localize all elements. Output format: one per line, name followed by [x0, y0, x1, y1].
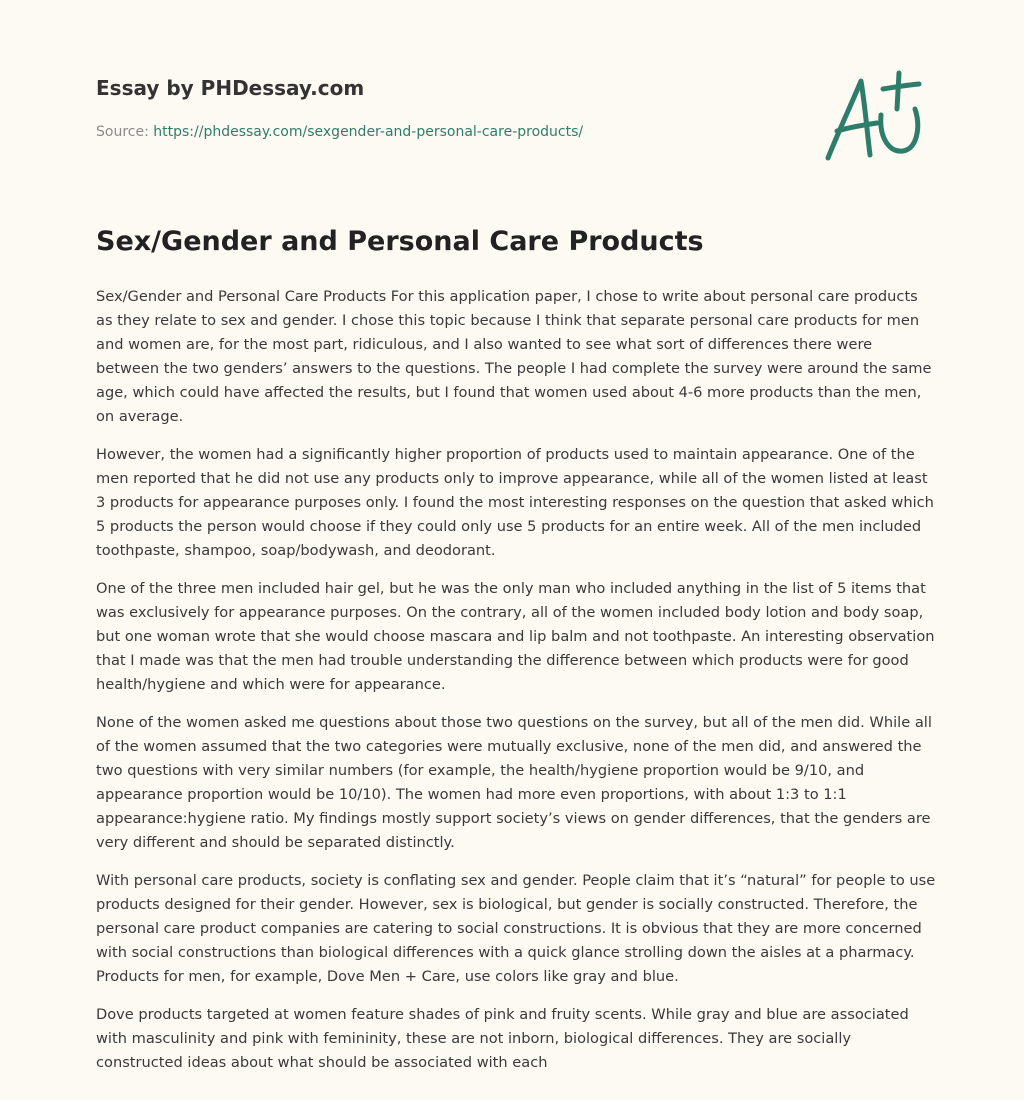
paragraph-1: Sex/Gender and Personal Care Products For this application paper, I chose to write about personal care products as they relate to sex and gender. I chose this topic because I think that separate personal care products for men and women are, for the most part, ridiculous, and I also wanted to see what sort of differences there were between the two genders’ answers to the questions. The people I had complete the survey were around the same age, which could have affected the results, but I found that women used about 4-6 more products than the men, on average.: [96, 288, 932, 425]
source-link[interactable]: https://phdessay.com/sexgender-and-personal-care-products/: [153, 124, 584, 140]
plus-vertical-stroke: [897, 73, 899, 109]
article-body: [96, 285, 936, 1089]
a-letter-stroke: [828, 81, 870, 158]
check-stroke: [881, 109, 918, 151]
paragraph-6: Dove products targeted at women feature shades of pink and fruity scents. While gray and blue are associated with masculinity and pink with femininity, these are not inborn, biological differences. They are socially constructed ideas about what should be associated with each: [96, 1006, 909, 1071]
plus-horizontal-stroke: [883, 84, 919, 89]
a-plus-logo: [815, 65, 930, 165]
source-label: Source:: [96, 124, 154, 140]
paragraph-4: None of the women asked me questions about those two questions on the survey, but all of the men did. While all of the women assumed that the two categories were mutually exclusive, none of the men did, and answered the two questions with very similar numbers (for example, the health/hygiene proportion would be 9/10, and appearance proportion would be 10/10). The women had more even proportions, with about 1:3 to 1:1 appearance:hygiene ratio. My findings mostly support society’s views on gender differences, that the genders are very different and should be separated distinctly.: [96, 714, 932, 851]
paragraph-2: However, the women had a significantly higher proportion of products used to maintain appearance. One of the men reported that he did not use any products only to improve appearance, while all of the women listed at least 3 products for appearance purposes only. I found the most interesting responses on the question that asked which 5 products the person would choose if they could only use 5 products for an entire week. All of the men included toothpaste, shampoo, soap/bodywash, and deodorant.: [96, 446, 934, 559]
site-title: Essay by PHDessay.com: [96, 76, 365, 100]
paragraph-3: One of the three men included hair gel, but he was the only man who included anything in the list of 5 items that was exclusively for appearance purposes. On the contrary, all of the women included body lotion and body soap, but one woman wrote that she would choose mascara and lip balm and not toothpaste. An interesting observation that I made was that the men had trouble understanding the difference between which products were for good health/hygiene and which were for appearance.: [96, 580, 935, 693]
paragraph-5: With personal care products, society is conflating sex and gender. People claim that it’s “natural” for people to use products designed for their gender. However, sex is biological, but gender is socially constructed. Therefore, the personal care product companies are catering to social constructions. It is obvious that they are more concerned with social constructions than biological differences with a quick glance strolling down the aisles at a pharmacy. Products for men, for example, Dove Men + Care, use colors like gray and blue.: [96, 872, 936, 985]
source-line: [96, 124, 583, 140]
article-title: Sex/Gender and Personal Care Products: [96, 226, 704, 257]
